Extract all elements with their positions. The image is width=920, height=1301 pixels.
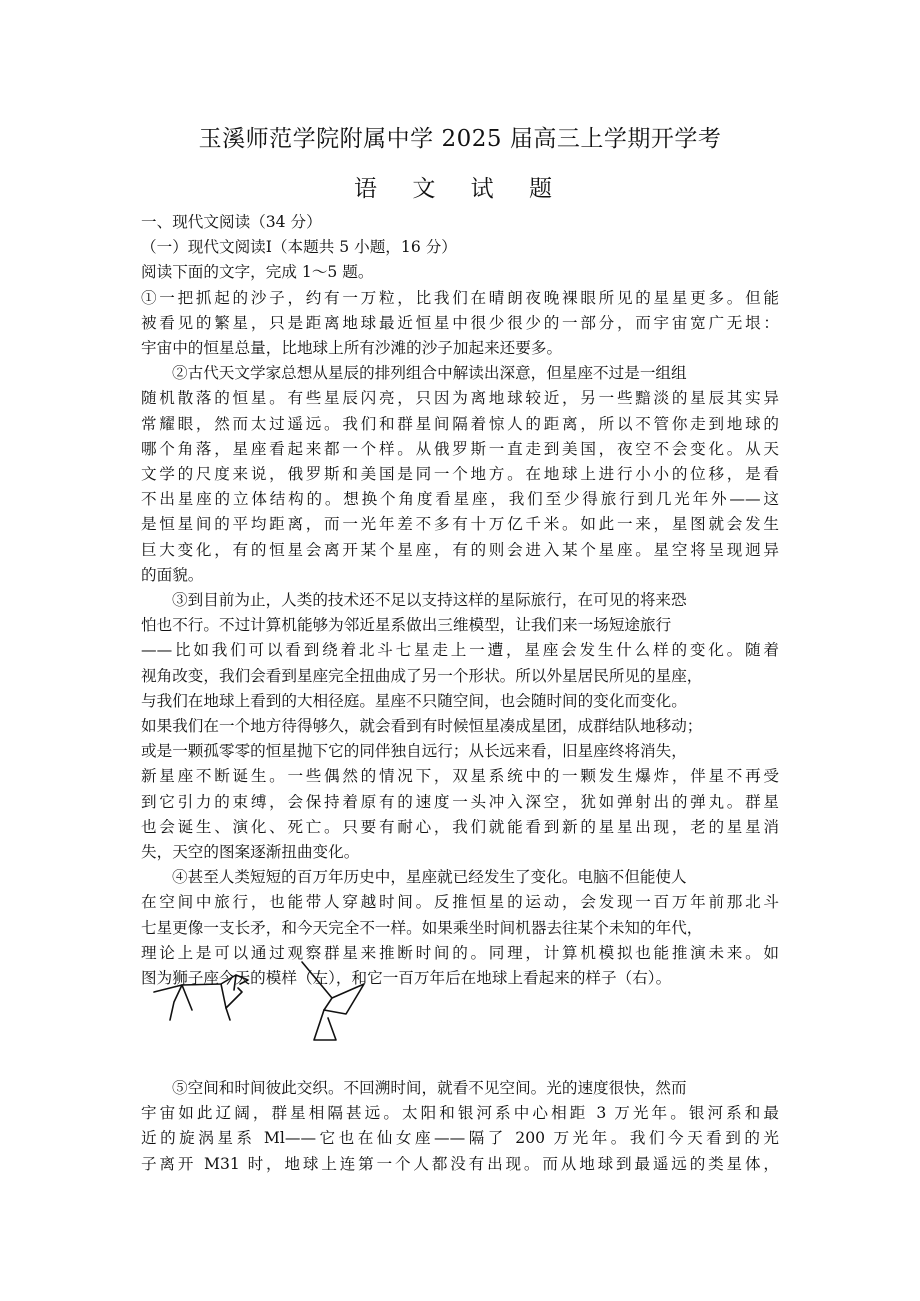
- paragraph-line: 巨大变化，有的恒星会离开某个星座，有的则会进入某个星座。星空将呈现迥异: [141, 540, 779, 559]
- paragraph-line: 哪个角落，星座看起来都一个样。从俄罗斯一直走到美国，夜空不会变化。从天: [141, 439, 779, 458]
- paragraph-1: [141, 286, 779, 362]
- paragraph-line: 七星更像一支长矛，和今天完全不一样。如果乘坐时间机器去往某个未知的年代，: [141, 918, 703, 937]
- paragraph-line: 新星座不断诞生。一些偶然的情况下，双星系统中的一颗发生爆炸，伴星不再受: [141, 767, 779, 786]
- leo-constellation-figure: [146, 958, 396, 1058]
- paragraph-line: ③到目前为止，人类的技术还不足以支持这样的星际旅行，在可见的将来恐: [172, 591, 687, 610]
- paragraph-line: 的面貌。: [141, 565, 204, 584]
- paragraph-line: 不出星座的立体结构的。想换个角度看星座，我们至少得旅行到几光年外——这: [141, 490, 779, 509]
- paragraph-5: [141, 1076, 779, 1177]
- paragraph-line: ⑤空间和时间彼此交织。不回溯时间，就看不见空间。光的速度很快，然而: [172, 1079, 687, 1097]
- instruction-text: 阅读下面的文字，完成 1～5 题。: [141, 263, 374, 282]
- paragraph-line: 被看见的繁星，只是距离地球最近恒星中很少很少的一部分，而宇宙宽广无垠：: [141, 313, 779, 332]
- paragraph-line: ④甚至人类短短的百万年历史中，星座就已经发生了变化。电脑不但能使人: [172, 868, 687, 887]
- paragraph-line: 近的旋涡星系 Ml——它也在仙女座——隔了 200 万光年。我们今天看到的光: [141, 1129, 779, 1148]
- paragraph-line: 怕也不行。不过计算机能够为邻近星系做出三维模型，让我们来一场短途旅行: [141, 616, 672, 635]
- paragraph-line: ②古代天文学家总想从星辰的排列组合中解读出深意，但星座不过是一组组: [172, 364, 687, 383]
- paragraph-line: ①一把抓起的沙子，约有一万粒，比我们在晴朗夜晚裸眼所见的星星更多。但能: [141, 288, 779, 307]
- paragraph-line: 常耀眼，然而太过遥远。我们和群星间隔着惊人的距离，所以不管你走到地球的: [141, 414, 779, 433]
- paragraph-line: 或是一颗孤零零的恒星抛下它的同伴独自远行；从长远来看，旧星座终将消失，: [141, 742, 687, 761]
- paragraph-line: 视角改变，我们会看到星座完全扭曲成了另一个形状。所以外星居民所见的星座，: [141, 666, 703, 685]
- paragraph-line: 图为狮子座今天的模样（左），和它一百万年后在地球上看起来的样子（右）。: [141, 969, 672, 988]
- paragraph-line: 是恒星间的平均距离，而一光年差不多有十万亿千米。如此一来，星图就会发生: [141, 515, 779, 534]
- paragraph-line: 子离开 M31 时，地球上连第一个人都没有出现。而从地球到最遥远的类星体，: [141, 1154, 779, 1173]
- paragraph-line: 也会诞生、演化、死亡。只要有耐心，我们就能看到新的星星出现，老的星星消: [141, 817, 779, 836]
- paragraph-line: 宇宙如此辽阔，群星相隔甚远。太阳和银河系中心相距 3 万光年。银河系和最: [141, 1104, 779, 1123]
- paragraph-line: 在空间中旅行，也能带人穿越时间。反推恒星的运动，会发现一百万年前那北斗: [141, 893, 779, 912]
- section-subheading: （一）现代文阅读Ⅰ（本题共 5 小题，16 分）: [141, 238, 457, 257]
- paragraph-line: 与我们在地球上看到的大相径庭。星座不只随空间，也会随时间的变化而变化。: [141, 691, 687, 710]
- paragraph-2: [141, 361, 779, 588]
- paragraph-line: 随机散落的恒星。有些星辰闪亮，只因为离地球较近，另一些黯淡的星辰其实异: [141, 389, 779, 408]
- paragraph-line: ——比如我们可以看到绕着北斗七星走上一遭，星座会发生什么样的变化。随着: [141, 641, 779, 660]
- leo-future-constellation-icon: [302, 962, 364, 1040]
- section-heading: 一、现代文阅读（34 分）: [141, 213, 322, 231]
- leo-today-constellation-icon: [146, 958, 396, 1058]
- paragraph-line: 如果我们在一个地方待得够久，就会看到有时候恒星凑成星团，成群结队地移动；: [141, 717, 703, 736]
- exam-subtitle: 语 文 试 题: [354, 176, 566, 202]
- reading-passage: [141, 210, 779, 991]
- paragraph-line: 宇宙中的恒星总量，比地球上所有沙滩的沙子加起来还要多。: [141, 339, 563, 358]
- exam-title: 玉溪师范学院附属中学 2025 届高三上学期开学考: [198, 126, 722, 152]
- paragraph-line: 失，天空的图案逐渐扭曲变化。: [141, 843, 360, 862]
- paragraph-3: [141, 588, 779, 865]
- paragraph-line: 文学的尺度来说，俄罗斯和美国是同一个地方。在地球上进行小小的位移，是看: [141, 465, 779, 484]
- paragraph-line: 理论上是可以通过观察群星来推断时间的。同理，计算机模拟也能推演未来。如: [141, 943, 779, 962]
- paragraph-line: 到它引力的束缚，会保持着原有的速度一头冲入深空，犹如弹射出的弹丸。群星: [141, 792, 779, 811]
